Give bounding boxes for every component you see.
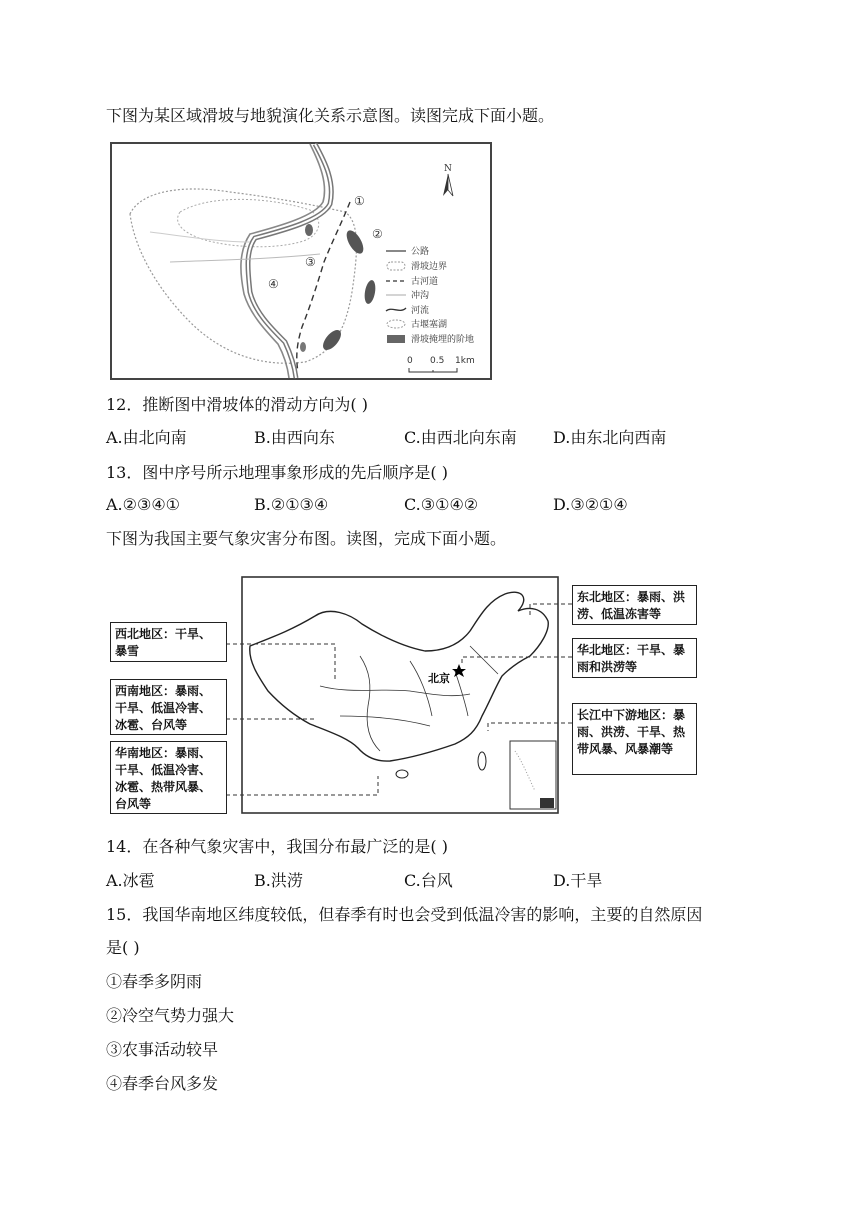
region-box-yangtze: 长江中下游地区：暴雨、洪涝、干旱、热带风暴、风暴潮等 [572, 703, 697, 775]
svg-text:0.5: 0.5 [430, 356, 445, 366]
region-box-north: 华北地区：干旱、暴雨和洪涝等 [572, 638, 697, 678]
legend-terrace: 滑坡掩埋的阶地 [411, 335, 475, 345]
legend-road: 公路 [411, 247, 430, 257]
q13-option-d: D.③②①④ [553, 495, 628, 514]
marker-2: ② [372, 227, 383, 241]
intro-text-2: 下图为我国主要气象灾害分布图。读图，完成下面小题。 [106, 529, 507, 548]
q12-stem: 12．推断图中滑坡体的滑动方向为( ) [106, 395, 368, 414]
q15-item-4: ④春季台风多发 [106, 1074, 219, 1093]
q13-option-c: C.③①④② [404, 495, 479, 514]
q13-option-b: B.②①③④ [254, 495, 329, 514]
q12-option-b: B.由西向东 [254, 428, 335, 447]
region-box-northeast: 东北地区：暴雨、洪涝、低温冻害等 [572, 585, 697, 625]
region-box-south: 华南地区：暴雨、干旱、低温冷害、冰雹、热带风暴、台风等 [110, 741, 227, 814]
intro-text-1: 下图为某区域滑坡与地貌演化关系示意图。读图完成下面小题。 [106, 106, 555, 125]
q13-option-a: A.②③④① [106, 495, 181, 514]
q12-option-a: A.由北向南 [106, 428, 187, 447]
legend-gully: 冲沟 [411, 291, 430, 301]
region-box-northwest: 西北地区：干旱、暴雪 [110, 622, 227, 662]
q14-option-b: B.洪涝 [254, 871, 303, 890]
q15-item-2: ②冷空气势力强大 [106, 1006, 235, 1025]
marker-1: ① [354, 194, 365, 208]
legend-boundary: 滑坡边界 [411, 262, 448, 272]
legend-lake: 古堰塞湖 [411, 320, 448, 330]
capital-label: 北京 [428, 672, 450, 685]
legend-river: 河流 [411, 306, 430, 316]
q14-option-a: A.冰雹 [106, 871, 155, 890]
q13-stem: 13．图中序号所示地理事象形成的先后顺序是( ) [106, 463, 448, 482]
marker-4: ④ [268, 277, 279, 291]
svg-text:1km: 1km [455, 356, 475, 366]
marker-3: ③ [305, 255, 316, 269]
q12-option-c: C.由西北向东南 [404, 428, 517, 447]
landslide-map [110, 142, 492, 380]
svg-text:N: N [444, 164, 452, 174]
legend-old-channel: 古河道 [411, 277, 439, 287]
svg-text:0: 0 [407, 356, 413, 366]
region-box-southwest: 西南地区：暴雨、干旱、低温冷害、冰雹、台风等 [110, 679, 227, 735]
q14-stem: 14．在各种气象灾害中，我国分布最广泛的是( ) [106, 837, 448, 856]
q15-stem-line1: 15．我国华南地区纬度较低，但春季有时也会受到低温冷害的影响，主要的自然原因 [106, 905, 703, 924]
q12-option-d: D.由东北向西南 [553, 428, 667, 447]
q14-option-c: C.台风 [404, 871, 453, 890]
q15-item-1: ①春季多阴雨 [106, 972, 203, 991]
q15-stem-line2: 是( ) [106, 938, 140, 957]
q14-option-d: D.干旱 [553, 871, 603, 890]
q15-item-3: ③农事活动较早 [106, 1040, 219, 1059]
